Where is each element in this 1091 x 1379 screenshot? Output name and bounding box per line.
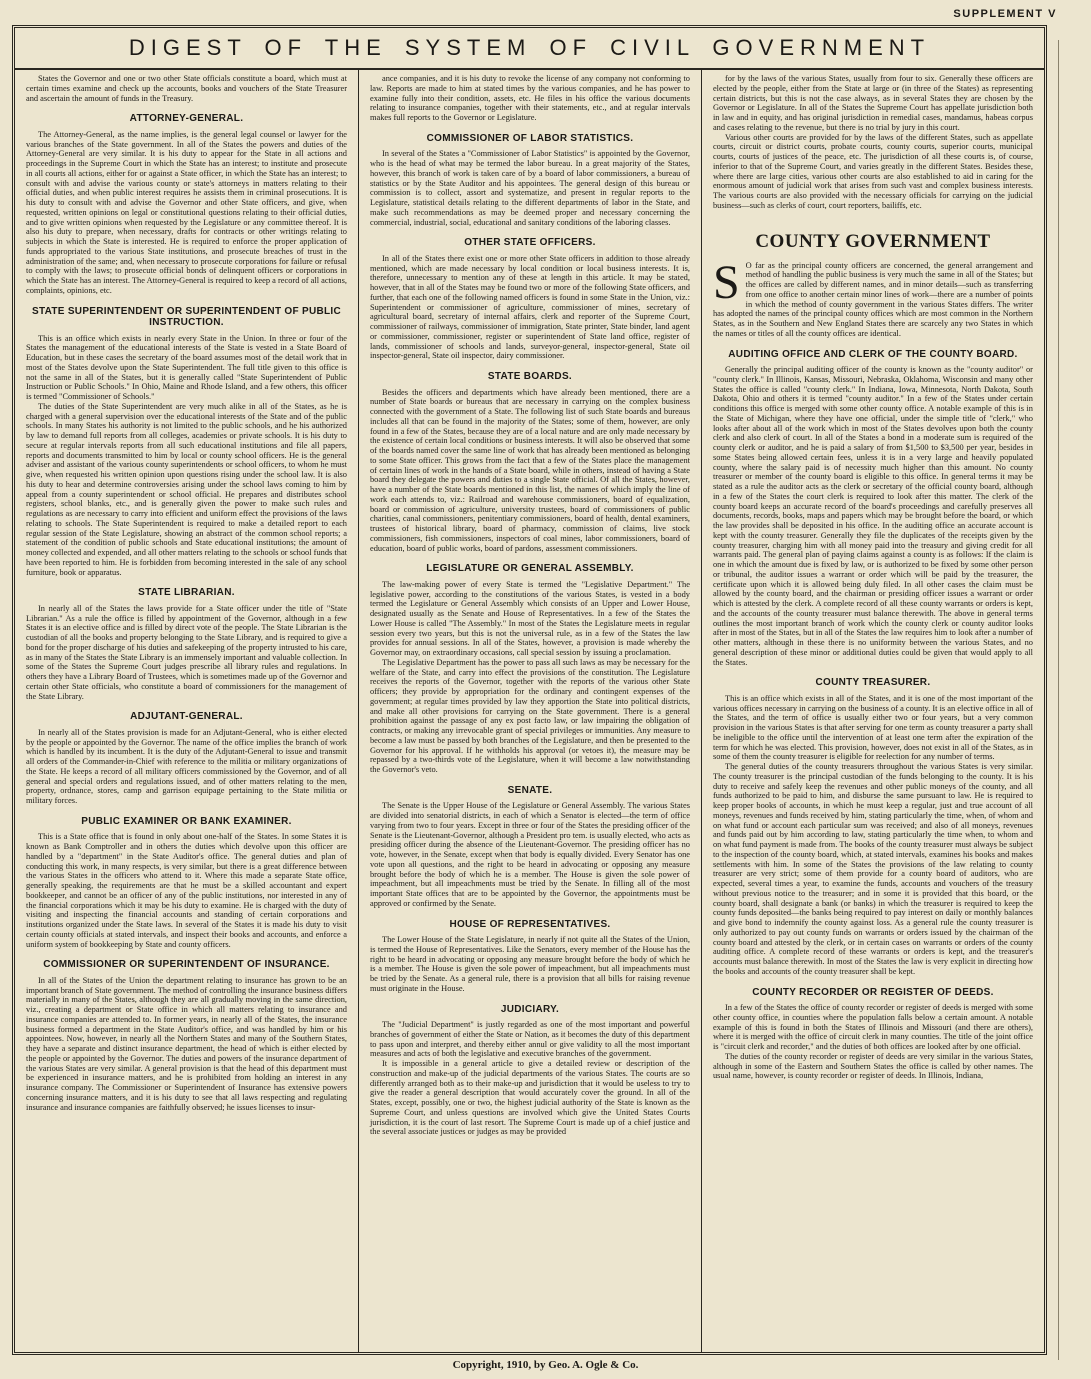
body-paragraph: In all of the States there exist one or more other State officers in addition to those already mentioned, which are made necessary by local condition or local business interests. It is, therefore, unnecessary to mention any of these at length in this article. It may be stated, however, that in all of the States may be found two or more of the following State officers, and further, that each one of the following named officers is found in some State in the Union, viz.: Superintendent or commissioner of agriculture, commissioner of mines, secretary of agricultural board, secretary of internal affairs, clerk and reporter of the Supreme Court, commissioner of railways, commissioner of immigration, State printer, State binder, land agent or commissioner, commissioner, register or superintendent of State land office, register of lands, commissioner of schools and lands, surveyor-general, inspector-general, State oil inspector-general, State oil inspector, dairy commissioner. xyxy=(369,253,690,361)
body-paragraph: The duties of the county recorder or register of deeds are very similar in the various States, although in some of the Eastern and Southern States the office is called by other names. The usual name, however, is county recorder or register of deeds. In Illinois, Indiana, xyxy=(712,1051,1033,1081)
page-title: DIGEST OF THE SYSTEM OF CIVIL GOVERNMENT xyxy=(128,35,931,60)
column-2 xyxy=(358,70,701,1352)
lead-paragraph xyxy=(712,255,1033,339)
body-paragraph: This is an office which exists in nearly every State in the Union. In three or four of the States the management of the educational interests of the State is vested in a State Board of Education, but in these cases the secretary of the board assumes most of the detail work that in most of the States devolve upon the State Superintendent. The full title given to this office is not the same in all of the States, but it is generally called "State Superintendent of Public Instruction or Public Schools." In Ohio, Maine and Rhode Island, and a few others, this officer is termed "Commissioner of Schools." xyxy=(26,333,347,401)
section-heading: STATE LIBRARIAN. xyxy=(138,587,235,599)
body-paragraph: Generally the principal auditing officer of the county is known as the "county auditor" or "county clerk." In Illinois, Kansas, Missouri, Nebraska, Oklahoma, Wisconsin and many other States the office is called "county clerk." In Indiana, Iowa, Minnesota, North Dakota, South Dakota, Ohio and others it is termed "county auditor." In a few of the States under certain conditions this office is merged with some other county office. A notable example of this is in the State of Michigan, where they have one official, under the simple title of "clerk," who looks after about all of the work which in most of the States devolves upon both the county clerk and also clerk of court. In all of the States a bond in a moderate sum is required of the county clerk or auditor, and he is paid a salary of from $1,500 to $3,500 per year, besides in some States being allowed certain fees, unless it is in a very large and heavily populated county, where the salary paid is of necessity much higher than this amount. No county treasurer or member of the county board is eligible to this office. In general terms it may be stated as a rule the auditor acts as the clerk or secretary of the official county board, although in a few of the States the court clerk is required to look after this matter. The clerk of the county board keeps an accurate record of the board's proceedings and carefully preserves all documents, records, books, maps and papers which may be brought before the board, or which the law provides shall be deposited in his office. In the auditing office an accurate account is kept with the county treasurer. Generally they file the duplicates of the receipts given by the county treasurer, charging him with all money paid into the treasury and giving credit for all warrants paid. The general plan of paying claims against a county is as follows: If the claim is one in which the amount due is fixed by law, or is authorized to be fixed by some other person or tribunal, the auditor issues a warrant or order which will be paid by the treasurer, the certificate upon which it is allowed being duly filed. In all other cases the claim must be allowed by the county board, and the chairman or presiding officer issues a warrant or order which is attested by the clerk. A complete record of all these county warrants or orders is kept, and the accounts of the county treasurer must balance therewith. The above in general terms outlines the most important branch of work which the county clerk or county auditor looks after in most of the States, but in all of the States the law requires him to look after a number of other matters, although in these there is no uniformity between the various States, and no general description of these minor or additional duties could be given that would apply to all the States. xyxy=(712,365,1033,667)
body-paragraph: It is impossible in a general article to give a detailed review or description of the construction and make-up of the judicial departments of the various States. The courts are so differently arranged both as to their make-up and jurisdiction that it would be useless to try to give the reader a general description that would accurately cover the ground. In all of the States, except, possibly, one or two, the highest judicial authority of the State is known as the Supreme Court, and unless questions are involved which give the United States Courts jurisdiction, it is the court of last resort. The Supreme Court is made up of a chief justice and the several associate justices or judges as may be provided xyxy=(369,1059,690,1137)
body-paragraph: The Senate is the Upper House of the Legislature or General Assembly. The various States are divided into senatorial districts, in each of which a Senator is elected—the term of office varying from two to four years. Except in three or four of the States the presiding officer of the Senate is the Lieutenant-Governor, although a President pro tem. is usually elected, who acts as presiding officer during the absence of the Lieutenant-Governor. The presiding officer has no vote, however, in the Senate, except when that body is equally divided. Every Senator has one vote upon all questions, and the right to be heard in advocating or opposing any measure brought before the body of which he is a member. The House is given the sole power of impeachment, but all impeachments must be tried by the Senate. In filling all of the most important State offices that are to be appointed by the Governor, the appointments must be approved or confirmed by the Senate. xyxy=(369,801,690,908)
body-paragraph: Various other courts are provided for by the laws of the different States, such as appellate courts, circuit or district courts, probate courts, county courts, superior courts, municipal courts, courts of justices of the peace, etc. The jurisdiction of all these courts is, of course, inferior to that of the Supreme Court, and varies greatly in the different States. Besides these, where there are large cities, various other courts are also established to aid in caring for the enormous amount of judicial work that arises from such vast and complex business interests. The various courts are also provided with the necessary officials for carrying on the judicial business—such as clerks of court, court reporters, bailiffs, etc. xyxy=(712,132,1033,210)
body-paragraph: The "Judicial Department" is justly regarded as one of the most important and powerful branches of government of either the State or Nation, as it becomes the duty of this department to pass upon and interpret, and thereby either annul or give validity to all the most important measures and acts of both the legislative and executive branches of the government. xyxy=(369,1020,690,1059)
section-heading: ATTORNEY-GENERAL. xyxy=(129,113,244,125)
body-paragraph: The Lower House of the State Legislature, in nearly if not quite all the States of the Union, is termed the House of Representatives. Like the Senators, every member of the House has the right to be heard in advocating or opposing any measure brought before the body of which he is a member. The House is given the sole power of impeachment, but all impeachments must be tried by the Senate. As a general rule, there is a provision that all bills for raising revenue must originate in the House. xyxy=(369,935,690,993)
lead-paragraph-text: O far as the principal county officers are concerned, the general arrangement and method of handling the public business is very much the same in all of the States; but the offices are called by different names, and in minor details—such as transferring from one office to another certain minor lines of work—there are a number of points in which the method of county government in the various States differs. The writer has adopted the names of the principal county offices which are most common in the Northern States, as in the Southern and New England States there are scarcely any two States in which the names or titles of all the county offices are identical. xyxy=(712,260,1033,338)
section-heading: COUNTY RECORDER OR REGISTER OF DEEDS. xyxy=(752,986,994,998)
drop-cap: S xyxy=(712,255,740,309)
body-paragraph: In several of the States a "Commissioner of Labor Statistics" is appointed by the Governor, who is the head of what may be termed the labor bureau. In a great majority of the States, however, this branch of work is taken care of by a board of labor commissioners, a bureau of statistics or by the State Auditor and his appointees. The general design of this bureau or commission is to collect, assort and systematize, and present in regular reports to the Legislature, statistical details relating to the different departments of labor in the State, and make such recommendations as may be deemed proper and necessary concerning the commercial, industrial, social, educational and sanitary conditions of the laboring classes. xyxy=(369,149,690,227)
page-frame xyxy=(12,25,1047,1355)
section-heading: COUNTY TREASURER. xyxy=(815,677,931,689)
body-paragraph: In all of the States of the Union the department relating to insurance has grown to be an important branch of State government. The method of controlling the insurance business differs materially in many of the States, although they are all gradually moving in the same direction, viz., creating a department or State office in which all matters relating to insurance and insurance companies are attended to. In former years, in nearly all of the States, the insurance business formed a department in the State Auditor's office, and was handled by him or his appointees. Now, however, in nearly all the Northern States and many of the Southern States, they have a separate and distinct insurance department, the head of which is either elected by the people or appointed by the Governor. The duties and powers of the insurance department of the various States are very similar. A general provision is that the head of this department must be experienced in insurance matters, and he is prohibited from holding an interest in any insurance company. The Commissioner or Superintendent of Insurance has extensive powers concerning insurance matters, and it is his duty to see that all laws respecting and regulating insurance and insurance companies are faithfully observed; he issues licenses to insur- xyxy=(26,975,347,1112)
body-paragraph: ance companies, and it is his duty to revoke the license of any company not conforming to law. Reports are made to him at stated times by the various companies, and he has power to examine fully into their condition, assets, etc. He files in his office the various documents relating to insurance companies, together with their statements, etc., and at regular intervals makes full reports to the Governor or Legislature. xyxy=(369,74,690,122)
section-heading: COMMISSIONER OF LABOR STATISTICS. xyxy=(426,132,634,144)
title-band xyxy=(15,28,1044,70)
section-heading: JUDICIARY. xyxy=(500,1003,560,1015)
section-heading: PUBLIC EXAMINER OR BANK EXAMINER. xyxy=(81,815,292,827)
body-paragraph: The duties of the State Superintendent are very much alike in all of the States, as he is charged with a general supervision over the educational interests of the State and of the public schools. In many States his authority is not limited to the public schools, and he his authorized by law to demand full reports from all colleges, academies or private schools. It is his duty to secure at regular intervals reports from all such educational institutions and file all papers, reports and documents transmitted to him by local or county school officers. He is the general adviser and assistant of the various county superintendents or school officers, to whom he must give, when requested his written opinion upon questions rising under the school law. It is also his duty to hear and determine controversies arising under the school laws coming to him by appeal from a county superintendent or school official. He prepares and distributes school registers, school blanks, etc., and is generally given the power to make such rules and regulations as are necessary to carry into efficient and uniform effect the provisions of the laws relating to schools. The State Superintendent is required to make a detailed report to each regular session of the State Legislature, showing an abstract of the common school reports; a statement of the condition of public schools and State educational institutions; the amount of money collected and expended, and all other matters relating to the schools or school funds that have been reported to him. He is forbidden from becoming interested in the sale of any school furniture, book or apparatus. xyxy=(26,401,347,577)
body-paragraph: This is a State office that is found in only about one-half of the States. In some States it is known as Bank Comptroller and in others the duties which devolve upon this officer are handled by a "department" in the State Auditor's office. The general duties and plan of conducting this work, in many respects, is very similar, but there is a great difference between the various States in the officers who attend to it. Where this made a separate State office, generally speaking, the requirements are that he must be a skilled accountant and expert bookkeeper, and cannot be an officer of any of the public institutions, nor interested in any of the financial corporations which it may be his duty to examine. He is charged with the duty of visiting and inspecting the financial accounts and standing of certain corporations and institutions organized under the State laws. In several of the States it is made his duty to visit certain county officials at stated intervals, and inspect their books and accounts, and enforce a uniform system of bookkeeping by State and county officers. xyxy=(26,832,347,949)
section-heading: LEGISLATURE OR GENERAL ASSEMBLY. xyxy=(426,563,634,575)
column-1 xyxy=(15,70,358,1352)
section-heading: STATE SUPERINTENDENT OR SUPERINTENDENT OF PUBLIC INSTRUCTION. xyxy=(31,305,342,328)
section-heading: COMMISSIONER OR SUPERINTENDENT OF INSURANCE. xyxy=(43,959,330,971)
body-paragraph: The Attorney-General, as the name implies, is the general legal counsel or lawyer for the various branches of the State government. In all of the States the powers and duties of the Attorney-General are very similar. It is his duty to appear for the State in all actions and proceedings in the Supreme Court in which the State has an interest; to institute and prosecute in all courts all actions, either for or against a State officer, in which the State has an interest; to consult with and advise the various county or state's attorneys in matters relating to their official duties, and when public interest requires he assists them in criminal prosecutions. It is his duty to consult with and advise the Governor and other State officers, and give, when requested, written opinions on legal or constitutional questions relating to their official duties, and to give written opinions when requested by the Legislature or any committee thereof. It is also his duty to prepare, when necessary, drafts for contracts or other writings relating to subjects in which the State is interested. He is required to enforce the proper application of funds appropriated to the various State institutions, and prosecute breaches of trust in the administration of the same; and, when necessary to prosecute corporations for failure or refusal to comply with the laws; to prosecute official bonds of delinquent officers or corporations in which the State has an interest. The Attorney-General is required to keep a record of all actions, complaints, opinions, etc. xyxy=(26,129,347,295)
section-heading: HOUSE OF REPRESENTATIVES. xyxy=(449,918,611,930)
text-columns xyxy=(15,70,1044,1352)
body-paragraph: States the Governor and one or two other State officials constitute a board, which must at certain times examine and check up the accounts, books and vouchers of the State Treasurer and ascertain the amount of funds in the Treasury. xyxy=(26,74,347,103)
body-paragraph: In a few of the States the office of county recorder or register of deeds is merged with some other county office, in counties where the population falls below a certain amount. A notable example of this is found in both the States of Illinois and Missouri (and there are others), where it is merged with the office of circuit clerk in many counties. The title of the joint office is "circuit clerk and recorder," and the duties of both offices are looked after by one official. xyxy=(712,1003,1033,1051)
major-heading: COUNTY GOVERNMENT xyxy=(755,230,991,252)
section-heading: ADJUTANT-GENERAL. xyxy=(130,711,243,723)
section-heading: STATE BOARDS. xyxy=(487,371,573,382)
section-heading: AUDITING OFFICE AND CLERK OF THE COUNTY BOARD. xyxy=(728,348,1018,360)
column-3 xyxy=(701,70,1044,1352)
body-paragraph: In nearly all of the States provision is made for an Adjutant-General, who is either elected by the people or appointed by the Governor. The name of the office implies the branch of work which is handled by its incumbent. It is the duty of the Adjutant-General to issue and transmit all orders of the Commander-in-Chief with reference to the militia or military organizations of the State. He keeps a record of all military officers commissioned by the Governor, and of all general and special orders and regulations issued, and of other matters relating to the men, property, ordnance, stores, camp and garrison equipage pertaining to the State militia or military forces. xyxy=(26,727,347,805)
body-paragraph: for by the laws of the various States, usually from four to six. Generally these officers are elected by the people, either from the State at large or (in three of the States) as representing certain districts, but this is not the case always, as in several States they are chosen by the Governor or Legislature. In all of the States the Supreme Court has appellate jurisdiction both in law and in equity, and has original jurisdiction in remedial cases, mandamus, habeas corpus and cases relating to the revenue, but there is no trial by jury in this court. xyxy=(712,74,1033,132)
section-heading: OTHER STATE OFFICERS. xyxy=(464,237,596,249)
page-edge xyxy=(1058,40,1081,1360)
body-paragraph: The law-making power of every State is termed the "Legislative Department." The legislative power, according to the constitutions of the various States, is vested in a body termed the Legislature or General Assembly which consists of an Upper and Lower House, designated usually as the Senate and House of Representatives. In a few of the States the Lower House is called "The Assembly." In most of the States the Legislature meets in regular session every two years, but this is not the universal rule, as in a few of the States the law provides for annual sessions. In all of the States, however, a provision is made whereby the Governor may, on extraordinary occasions, call special session by issuing a proclamation. xyxy=(369,579,690,657)
copyright-footer: Copyright, 1910, by Geo. A. Ogle & Co. xyxy=(452,1359,639,1371)
body-paragraph: The Legislative Department has the power to pass all such laws as may be necessary for the welfare of the State, and carry into effect the provisions of the constitution. The Legislature receives the reports of the Governor, together with the reports of the various other State officers; they provide by appropriation for the ordinary and contingent expenses of the government; at regular times provided by law they apportion the State into political districts, and make all other provisions for carrying on the State government. There is a general prohibition against the passage of any ex post facto law, or law impairing the obligation of contracts, or making any irrevocable grant of special privileges or immunities. Any measure to become a law must be passed by both branches of the Legislature, and then be presented to the Governor for his approval. If he withholds his approval (or vetoes it), the measure may be repassed by a two-thirds vote of the Legislature, when it will become a law notwithstanding the Governor's veto. xyxy=(369,657,690,774)
body-paragraph: The general duties of the county treasurers throughout the various States is very similar. The county treasurer is the principal custodian of the funds belonging to the county. It is his duty to receive and safely keep the revenues and other public moneys of the county, and all funds authorized to be paid to him, and disburse the same pursuant to law. He is required to keep proper books of accounts, in which he must keep a regular, just and true account of all moneys, revenues and funds received by him, stating particularly the time, when, of whom and on what fund or account each particular sum was received; and also of all moneys, revenues and funds paid out by him according to law, stating particularly the time when, to whom and on what fund payment is made from. The books of the county treasurer must always be subject to the inspection of the county board, which, at stated intervals, examines his books and makes settlements with him. In some of the States the provisions of the law relating to county treasurer are very strict; some of them provide for a county board of auditors, who are expected, several times a year, to examine the funds, accounts and vouchers of the treasury without previous notice to the treasurer; and in some it is provided that this board, or the county board, shall designate a bank (or banks) in which the treasurer is required to keep the county funds deposited—the banks being required to pay interest on daily or monthly balances and give bond to indemnify the county against loss. As a general rule the county treasurer is only authorized to pay out county funds on warrants or orders issued by the chairman of the county board and attested by the clerk, or in certain cases on warrants or orders of the county auditing office. A complete record of these warrants or orders is kept, and the treasurer's accounts must balance therewith. In most of the States the law is very explicit in directing how the books and accounts of the county treasurer shall be kept. xyxy=(712,762,1033,976)
supplement-label: SUPPLEMENT V xyxy=(953,8,1057,20)
body-paragraph: In nearly all of the States the laws provide for a State officer under the title of "State Librarian." As a rule the office is filled by appointment of the Governor, although in a few States it is an elective office and is filled by direct vote of the people. The State Librarian is the custodian of all the books and property belonging to the State Library, and is required to give a bond for the proper discharge of his duties and safekeeping of the property intrusted to his care, as in many of the States the State Library is an immensely important and valuable collection. In some of the States the Supreme Court judges prescribe all library rules and regulations. In others they have a Library Board of Trustees, which is sometimes made up of the Governor and certain other State officials, who constitute a board of commissioners for the management of the State Library. xyxy=(26,603,347,701)
section-heading: SENATE. xyxy=(507,784,553,796)
body-paragraph: Besides the officers and departments which have already been mentioned, there are a number of State boards or bureaus that are necessary in carrying on the complex business connected with the government of a State. The following list of such State boards and bureaus includes all that can be found in the majority of the States; some of them, however, are only found in a few of the States, because they are of a local nature and are only made necessary by the existence of certain local conditions or business interests. It will also be observed that some of the boards named cover the same line of work that has already been mentioned as belonging to some State officer. This grows from the fact that a few of the States place the management of certain lines of work in the hands of a State board, while in others, instead of having a State board they delegate the powers and duties to a single State official. Of all the States, however, have a number of the State boards mentioned in this list, the names of which imply the line of work each attends to, viz.: Railroad and warehouse commissioners, board of equalization, board or commission of agriculture, university trustees, board of commissioners of public charities, canal commissioners, penitentiary commissioners, board of health, dental examiners, trustees of historical library, board of pharmacy, commission of claims, live stock commissioners, fish commissioners, inspectors of coal mines, labor commissioners, board of education, board of public works, board of pardons, assessment commissioners. xyxy=(369,387,690,553)
body-paragraph: This is an office which exists in all of the States, and it is one of the most important of the various offices necessary in carrying on the business of a county. It is an elective office in all of the States, and the term of office is usually either two or four years, but a very common provision in the various States is that after serving for one term as county treasurer a party shall be ineligible to the office until the intervention of at least one term after the expiration of the term for which he was elected. This provision, however, does not exist in all of the States, as in some of them the county treasurer is eligible for reelection for any number of terms. xyxy=(712,693,1033,762)
